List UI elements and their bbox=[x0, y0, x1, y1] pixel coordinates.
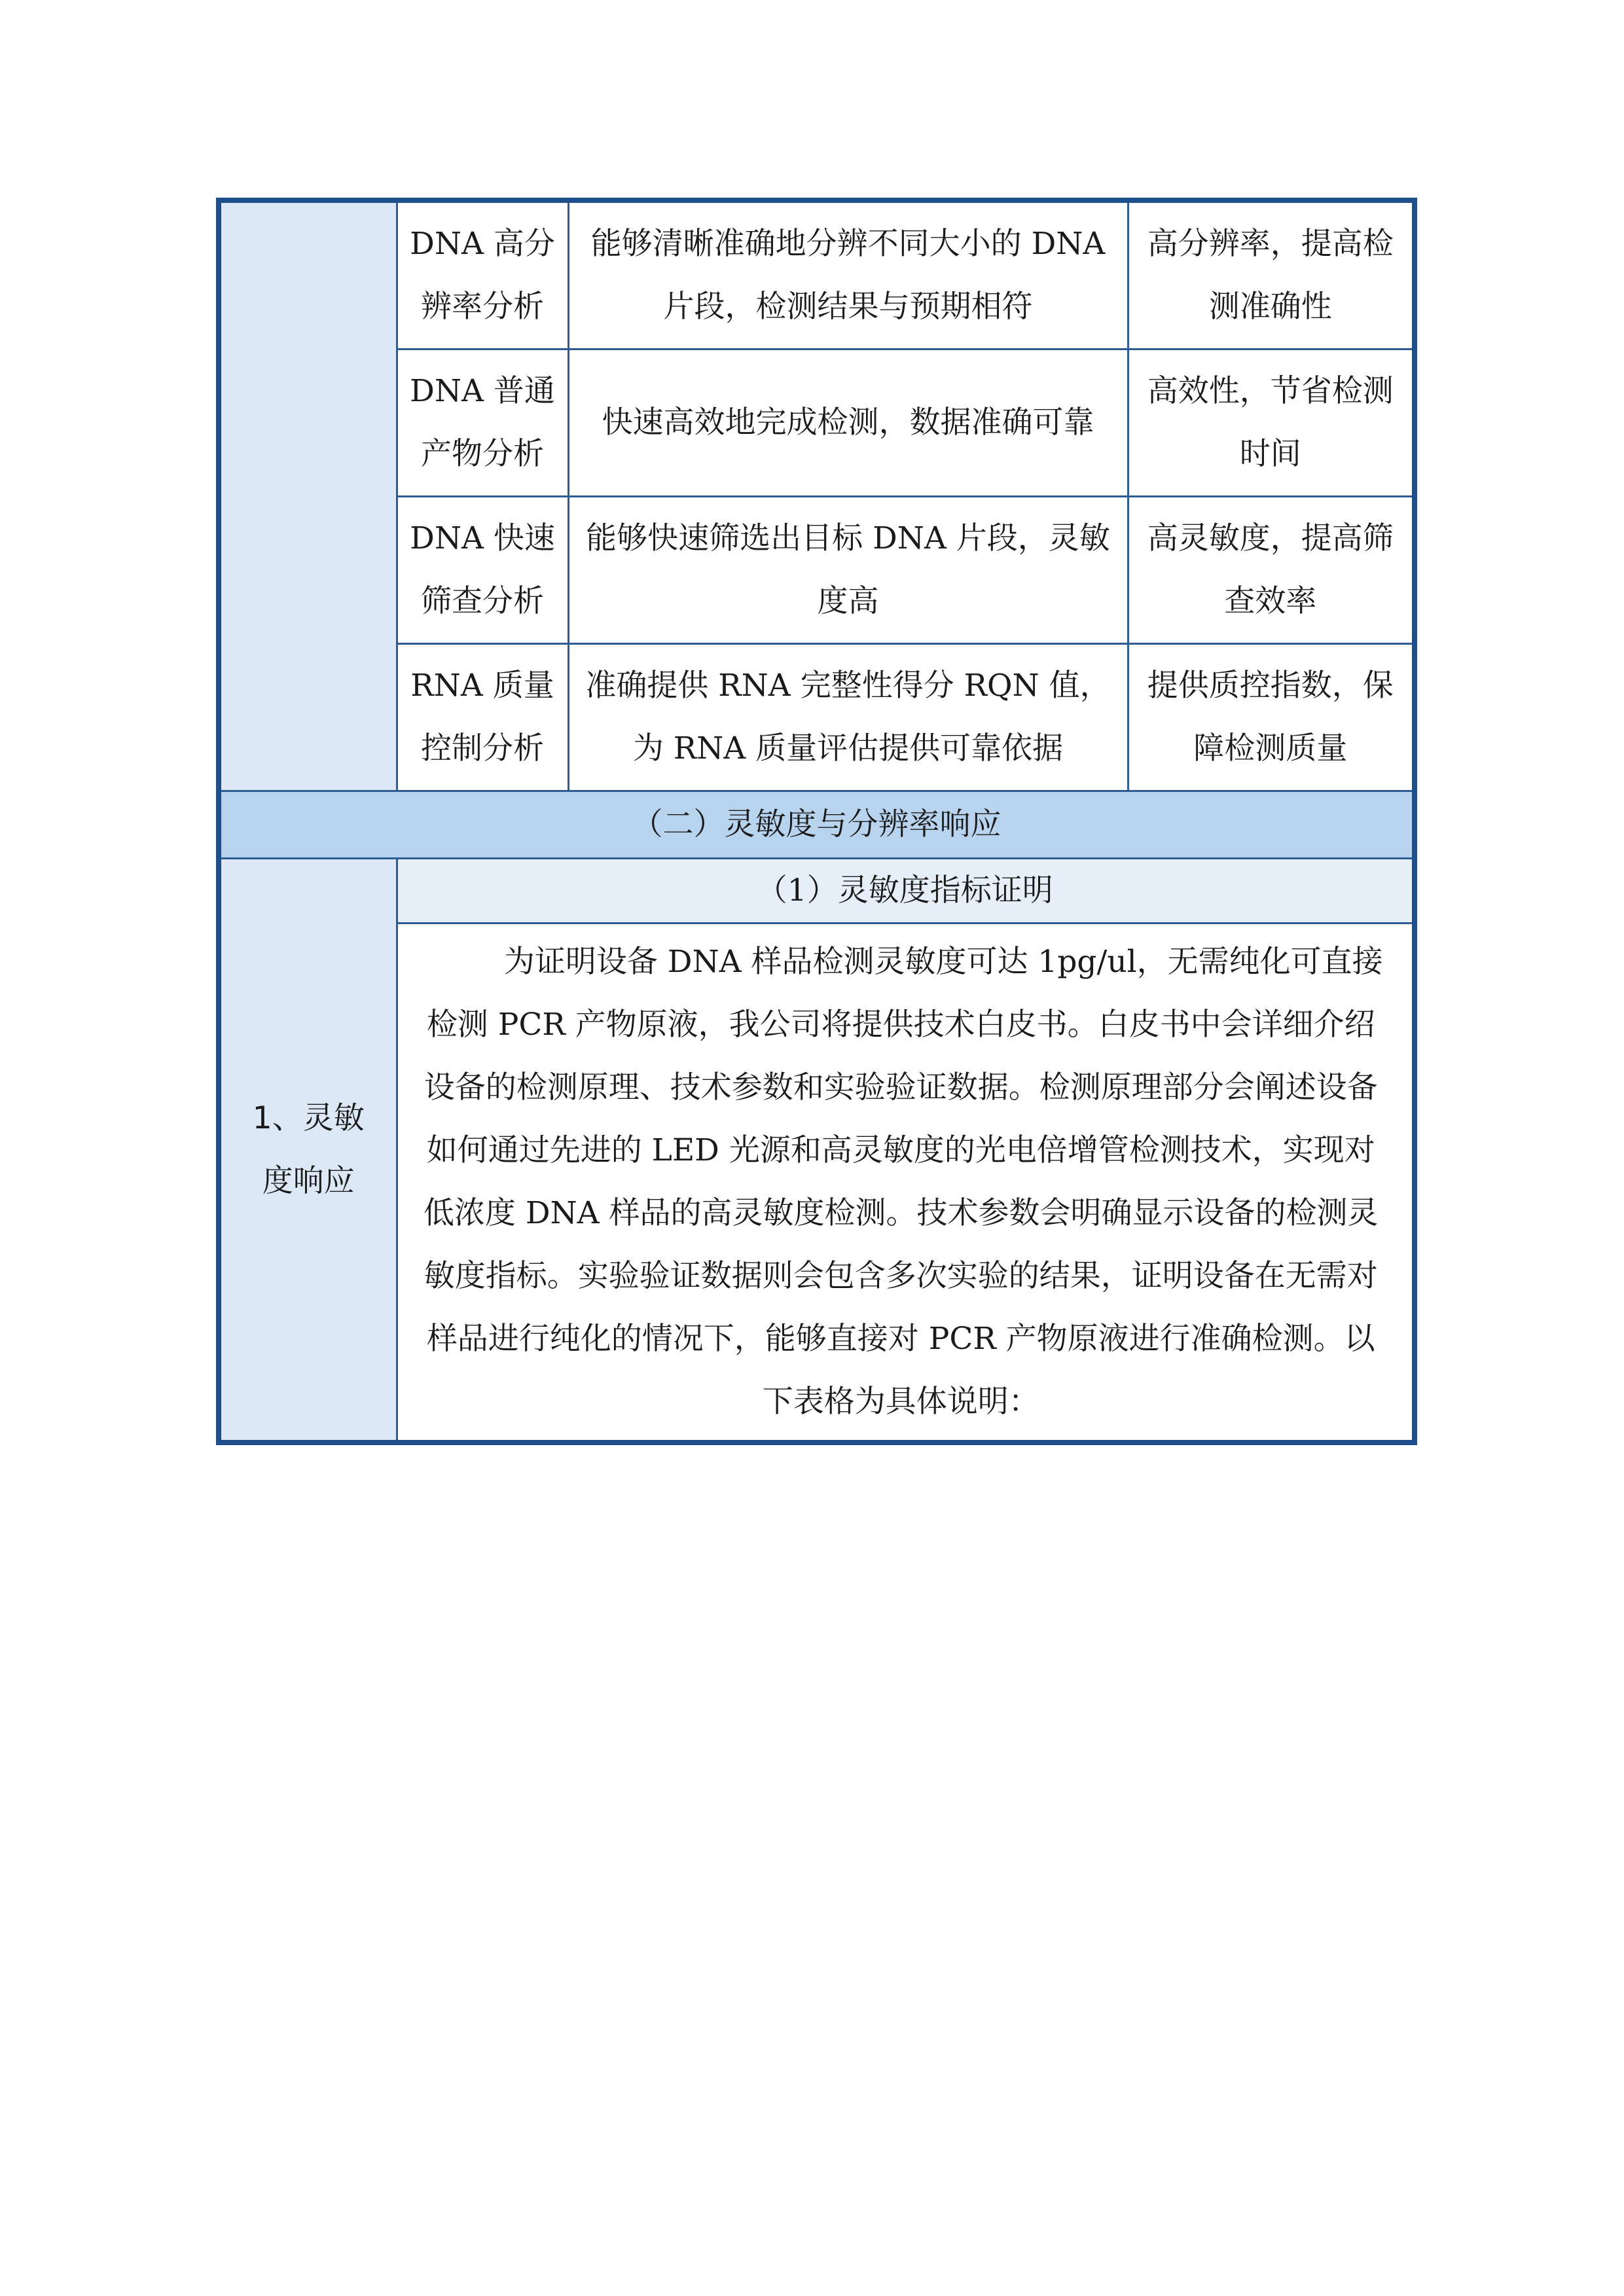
row-advantage-cell: 高灵敏度，提高筛查效率 bbox=[1128, 497, 1415, 644]
section-header-row bbox=[219, 791, 1415, 859]
row-desc-cell: 能够快速筛选出目标 DNA 片段，灵敏度高 bbox=[568, 497, 1128, 644]
item-body-row bbox=[219, 924, 1415, 1443]
row-advantage-cell: 提供质控指数，保障检测质量 bbox=[1128, 644, 1415, 791]
row-desc-cell: 能够清晰准确地分辨不同大小的 DNA 片段，检测结果与预期相符 bbox=[568, 200, 1128, 350]
document-table bbox=[216, 198, 1417, 1445]
table-row bbox=[219, 644, 1415, 791]
row-name-cell: RNA 质量控制分析 bbox=[397, 644, 568, 791]
item-label: 1、灵敏度响应 bbox=[219, 859, 397, 1443]
item-subheader-row bbox=[219, 859, 1415, 924]
table-row bbox=[219, 350, 1415, 497]
row-desc-cell: 快速高效地完成检测，数据准确可靠 bbox=[568, 350, 1128, 497]
side-column-cell bbox=[219, 200, 397, 791]
row-advantage-cell: 高分辨率，提高检测准确性 bbox=[1128, 200, 1415, 350]
row-name-cell: DNA 快速筛查分析 bbox=[397, 497, 568, 644]
table-row bbox=[219, 497, 1415, 644]
table-row bbox=[219, 200, 1415, 350]
row-desc-cell: 准确提供 RNA 完整性得分 RQN 值，为 RNA 质量评估提供可靠依据 bbox=[568, 644, 1128, 791]
row-name-cell: DNA 高分辨率分析 bbox=[397, 200, 568, 350]
item-subheader: （1）灵敏度指标证明 bbox=[397, 859, 1415, 924]
item-paragraph: 为证明设备 DNA 样品检测灵敏度可达 1pg/ul，无需纯化可直接检测 PCR 产物原液，我公司将提供技术白皮书。白皮书中会详细介绍设备的检测原理、技术参数和实验验证数据。检测原理部分会阐述设备如何通过先进的 LED 光源和高灵敏度的光电倍增管检测技术，实现对低浓度 DNA 样品的高灵敏度检测。技术参数会明确显示设备的检测灵敏度指标。实验验证数据则会包含多次实验的结果，证明设备在无需对样品进行纯化的情况下，能够直接对 PCR 产物原液进行准确检测。以下表格为具体说明： bbox=[423, 944, 1383, 1420]
row-name-cell: DNA 普通产物分析 bbox=[397, 350, 568, 497]
section-title: （二）灵敏度与分辨率响应 bbox=[219, 791, 1415, 859]
row-advantage-cell: 高效性，节省检测时间 bbox=[1128, 350, 1415, 497]
item-paragraph-cell bbox=[397, 924, 1415, 1443]
